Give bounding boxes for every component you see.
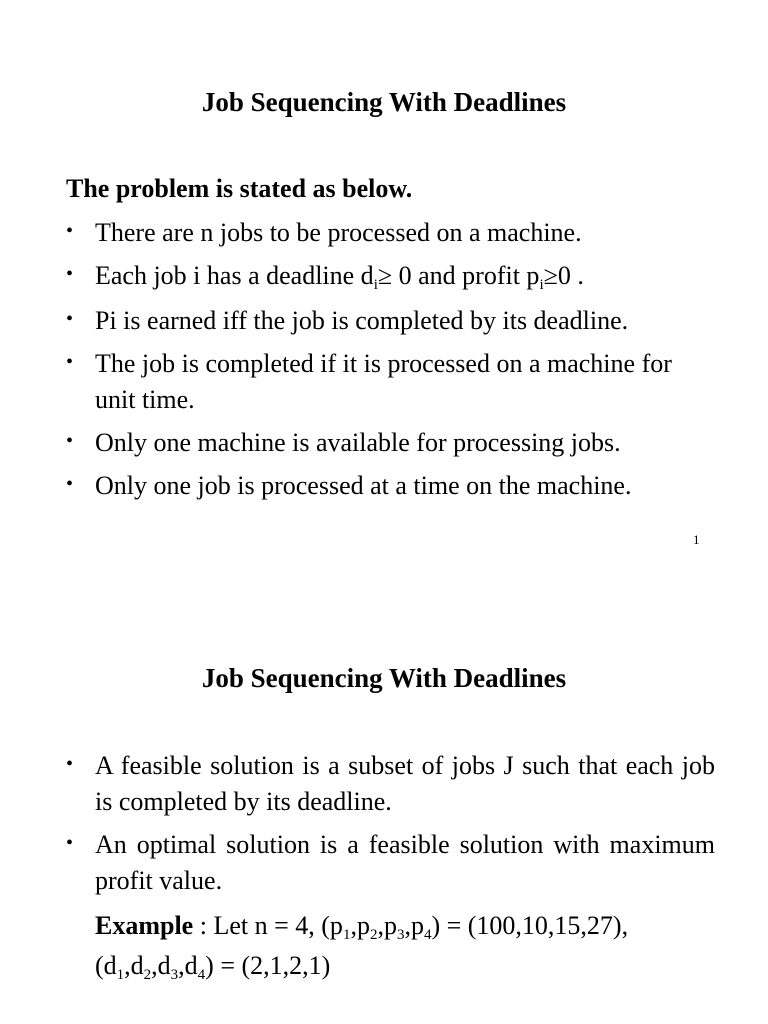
slide-2 bbox=[0, 576, 768, 1024]
example-text: ) = (100,10,15,27), bbox=[431, 911, 629, 940]
bullet-text: Only one job is processed at a time on the machine. bbox=[95, 471, 632, 500]
slide-title: Job Sequencing With Deadlines bbox=[201, 663, 567, 693]
example-text: (d bbox=[95, 951, 117, 980]
problem-intro: The problem is stated as below. bbox=[66, 174, 413, 203]
bullet-text-mid: ≥ 0 and profit p bbox=[377, 261, 540, 290]
bullet-icon: • bbox=[66, 263, 74, 285]
page-number: 1 bbox=[693, 532, 700, 547]
example-block bbox=[95, 906, 715, 986]
problem-bullet-list bbox=[66, 215, 715, 511]
bullet-text: Only one machine is available for processing jobs. bbox=[95, 428, 621, 457]
list-item bbox=[66, 468, 715, 504]
bullet-text: Pi is earned iff the job is completed by its deadline. bbox=[95, 306, 629, 335]
example-text: : Let n = 4, (p bbox=[193, 911, 343, 940]
example-label: Example bbox=[95, 911, 194, 940]
bullet-icon: • bbox=[66, 753, 74, 775]
list-item bbox=[66, 827, 715, 899]
example-text: ) = (2,1,2,1) bbox=[205, 951, 331, 980]
slide-title: Job Sequencing With Deadlines bbox=[201, 87, 567, 117]
list-item bbox=[66, 303, 715, 339]
list-item bbox=[66, 748, 715, 820]
bullet-text: The job is completed if it is processed on a machine for unit time. bbox=[95, 349, 672, 414]
subscript: 3 bbox=[396, 927, 405, 943]
bullet-text-post: ≥0 . bbox=[543, 261, 584, 290]
subscript: 3 bbox=[170, 967, 179, 983]
subscript: i bbox=[539, 277, 544, 293]
subscript: 1 bbox=[342, 927, 351, 943]
example-line-1: Example : Let n = 4, $(p_1,p_2,p_3,p_4) = (100,10,15,27)$, bbox=[95, 911, 629, 943]
bullet-icon: • bbox=[66, 351, 74, 373]
bullet-icon: • bbox=[66, 473, 74, 495]
subscript: 2 bbox=[143, 967, 152, 983]
list-item bbox=[66, 258, 715, 294]
bullet-text-pre: Each job i has a deadline d bbox=[95, 261, 374, 290]
solution-bullet-list bbox=[66, 748, 715, 906]
example-line-2: $(d_1,d_2,d_3,d_4) = (2,1,2,1)$ bbox=[95, 951, 331, 983]
bullet-text: A feasible solution is a subset of jobs J such that each job is completed by its deadline. bbox=[95, 751, 715, 816]
subscript: 4 bbox=[423, 927, 432, 943]
subscript: 4 bbox=[197, 967, 206, 983]
list-item bbox=[66, 346, 715, 418]
subscript: 1 bbox=[116, 967, 125, 983]
bullet-text: There are n jobs to be processed on a machine. bbox=[95, 218, 582, 247]
bullet-icon: • bbox=[66, 430, 74, 452]
bullet-text: An optimal solution is a feasible solution with maximum profit value. bbox=[95, 830, 715, 895]
bullet-icon: • bbox=[66, 832, 74, 854]
list-item bbox=[66, 425, 715, 461]
subscript: i bbox=[373, 277, 378, 293]
subscript: 2 bbox=[369, 927, 378, 943]
bullet-icon: • bbox=[66, 220, 74, 242]
list-item bbox=[66, 215, 715, 251]
bullet-icon: • bbox=[66, 308, 74, 330]
